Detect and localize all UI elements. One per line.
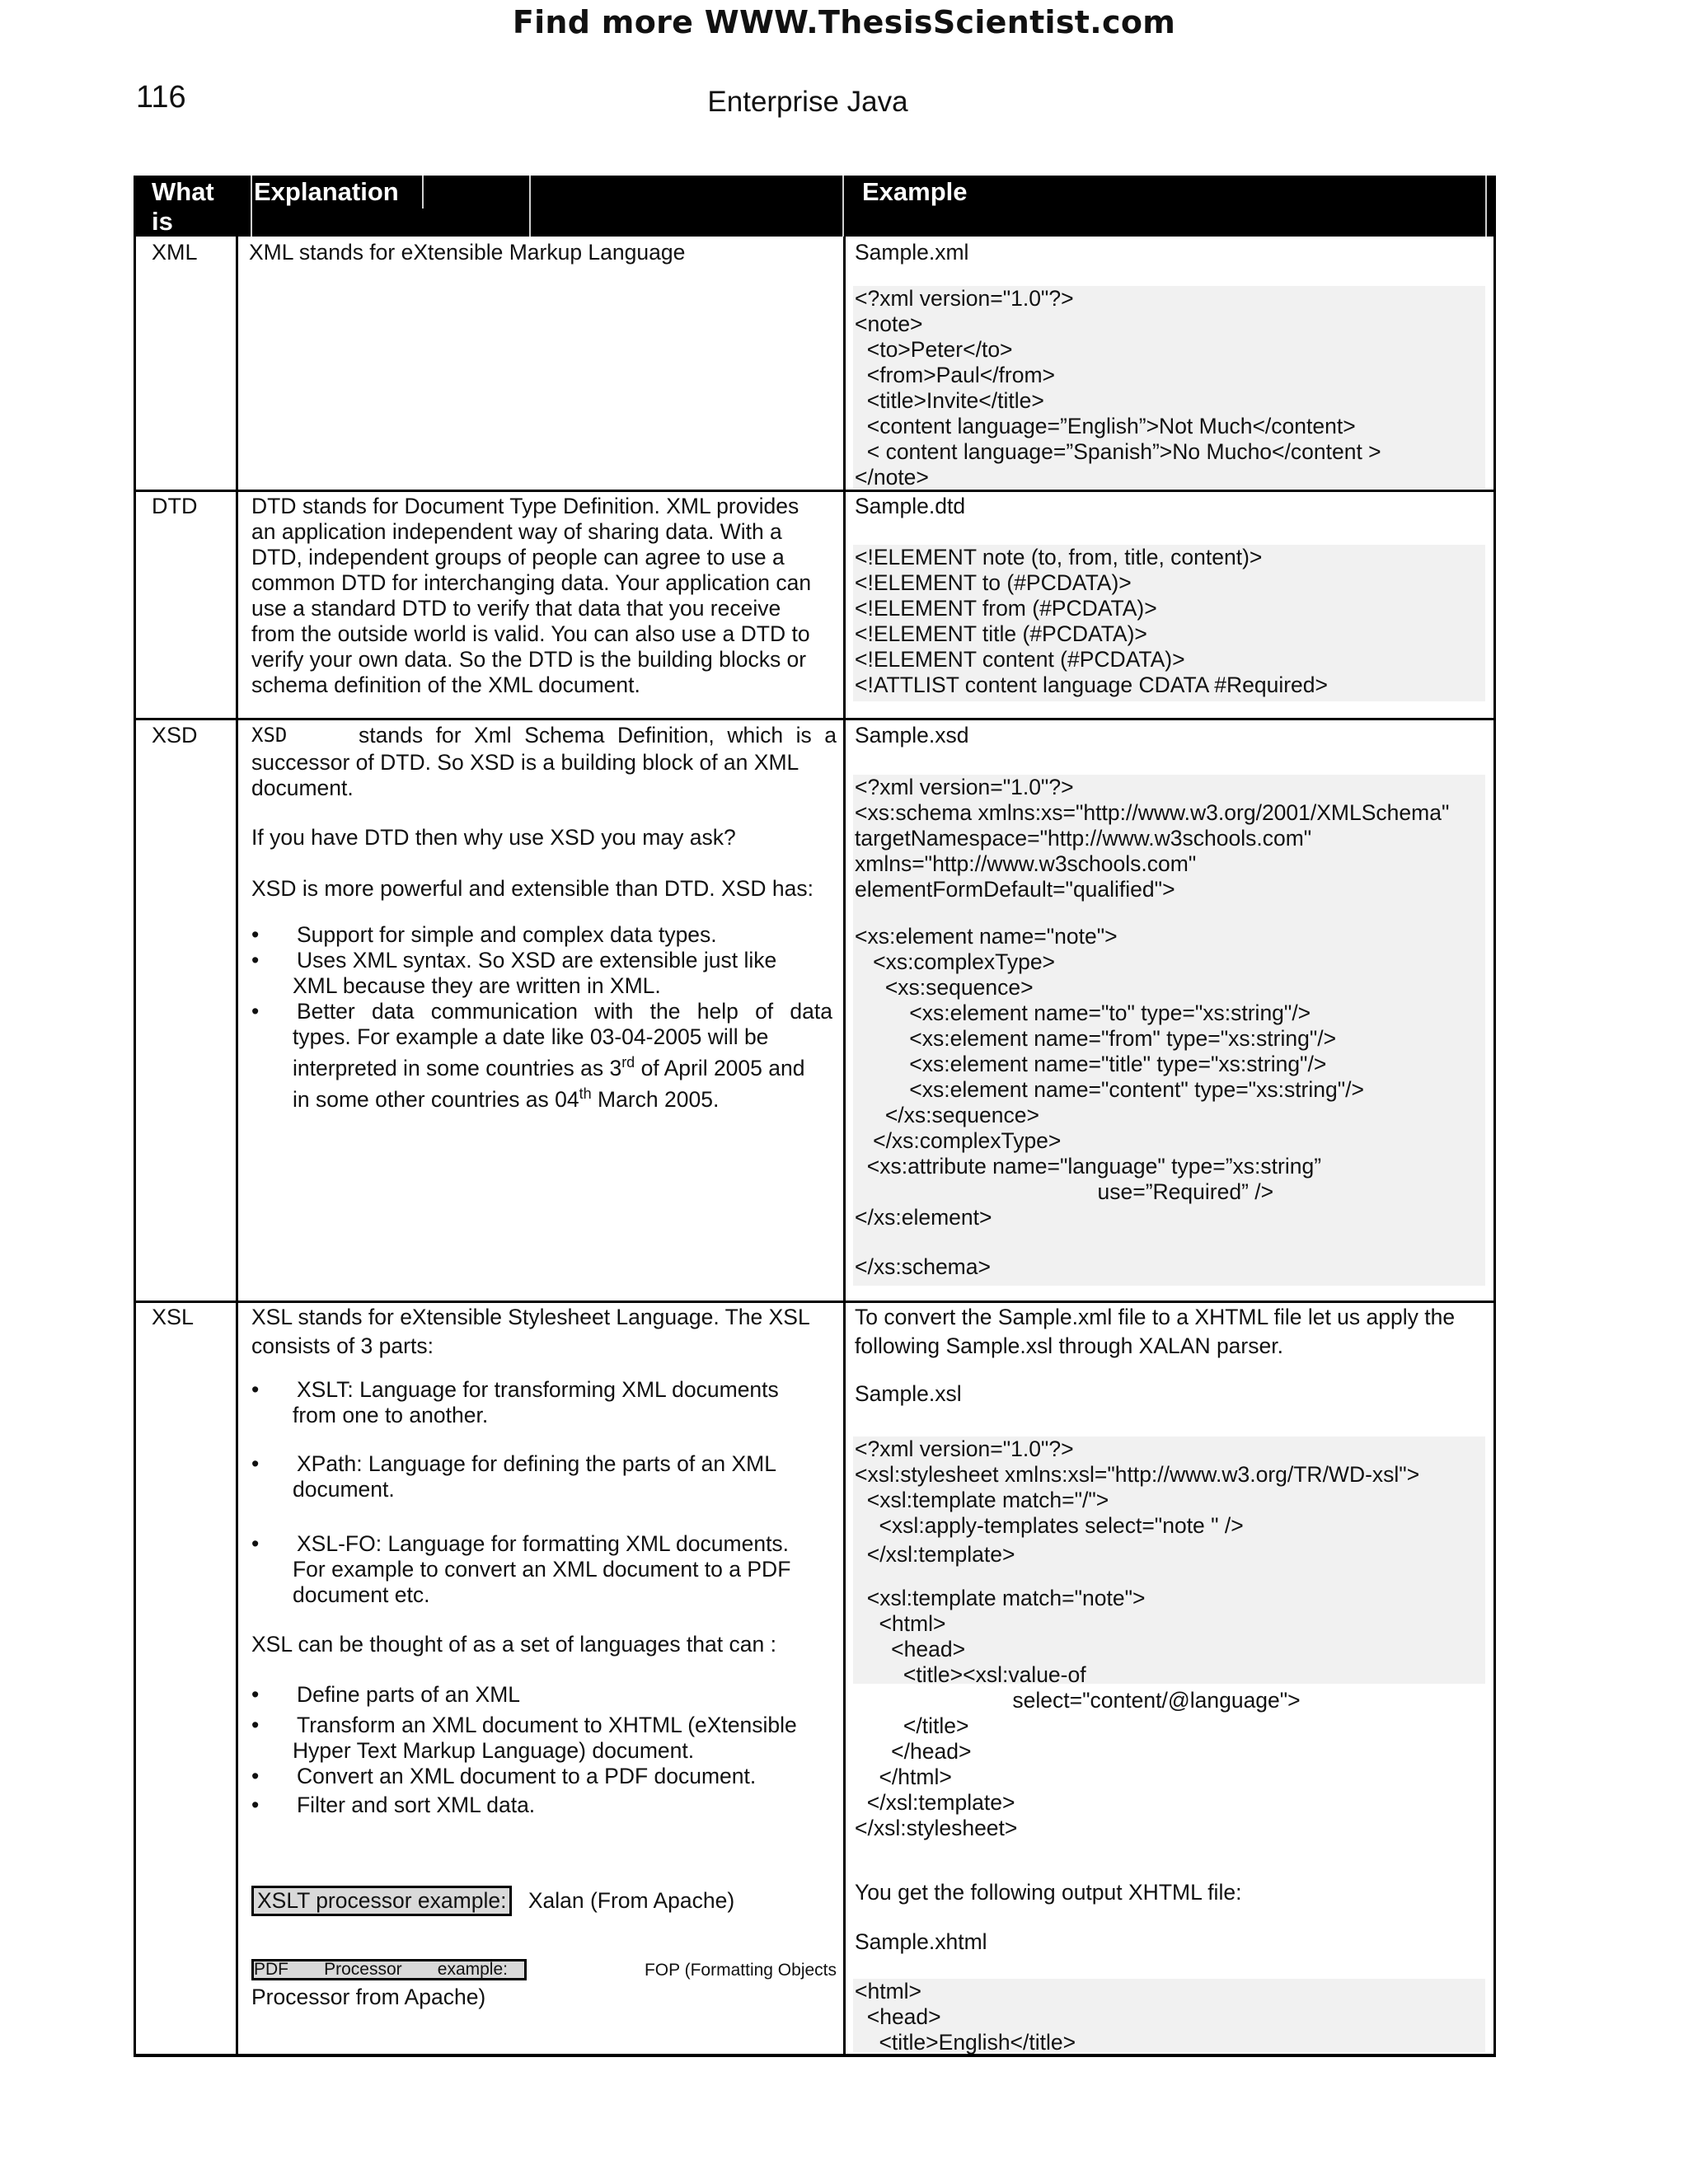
table-border-right [1493, 237, 1496, 2056]
text-line: verify your own data. So the DTD is the building blocks or [251, 647, 807, 672]
text-line: Convert an XML document to a PDF document. [297, 1764, 757, 1788]
output-intro: You get the following output XHTML file: [855, 1880, 1242, 1905]
bullet: • [251, 922, 260, 947]
text-line: XML because they are written in XML. [293, 973, 661, 998]
code-line: </xs:element> [855, 1205, 992, 1230]
code-block-xsl [853, 1436, 1485, 1840]
code-line: <xs:element name="content" type="xs:string"/> [855, 1077, 1364, 1102]
code-block-xml [853, 286, 1485, 489]
code-line: <xsl:apply-templates select="note " /> [855, 1513, 1244, 1538]
explanation-xsd [251, 723, 837, 1113]
code-line: <from>Paul</from> [855, 363, 1056, 387]
text-line: Better data communication with the help of data [297, 999, 832, 1024]
xslt-processor-label: XSLT processor example: [251, 1886, 512, 1916]
code-line: <xs:element name="title" type="xs:string"/> [855, 1052, 1327, 1076]
text-line: XSL stands for eXtensible Stylesheet Language. The XSL [251, 1305, 810, 1329]
list-item [251, 922, 837, 948]
xslt-processor-value: Xalan (From Apache) [528, 1888, 735, 1913]
text-line: XSL can be thought of as a set of languages that can : [251, 1632, 776, 1657]
code-line [855, 1568, 1485, 1586]
code-block-xhtml [853, 1979, 1485, 2053]
code-line: </xsl:template> [855, 1542, 1015, 1567]
pdf-processor-label [251, 1959, 527, 1980]
code-line: <?xml version="1.0"?> [855, 775, 1074, 799]
term-dtd: DTD [152, 494, 198, 518]
code-line: <!ELEMENT note (to, from, title, content)> [855, 545, 1263, 569]
list-item [251, 1377, 837, 1428]
code-line: <html> [855, 1979, 922, 2004]
text-line: XPath: Language for defining the parts of an XML [297, 1451, 776, 1476]
text-run: PDF [254, 1960, 288, 1979]
bullet: • [251, 1764, 260, 1788]
code-line: <xs:sequence> [855, 975, 1034, 1000]
example-title-xsd: Sample.xsd [855, 723, 969, 748]
text-run: March 2005. [591, 1086, 720, 1112]
code-line: <xsl:template match="note"> [855, 1586, 1146, 1610]
code-line: <?xml version="1.0"?> [855, 1436, 1074, 1461]
inline-code: XSD [251, 724, 288, 747]
bullet: • [251, 1682, 260, 1707]
bullet: • [251, 1451, 260, 1476]
code-line: </xsl:template> [855, 1790, 1015, 1815]
text-line: consists of 3 parts: [251, 1333, 434, 1358]
term-xml: XML [152, 240, 198, 265]
output-title: Sample.xhtml [855, 1929, 987, 1954]
text-line: following Sample.xsl through XALAN parser. [855, 1333, 1283, 1358]
code-line: <?xml version="1.0"?> [855, 286, 1074, 311]
list-item [251, 1713, 837, 1764]
text-line: from the outside world is valid. You can also use a DTD to [251, 621, 810, 646]
text-line: types. For example a date like 03-04-2005 will be [293, 1024, 769, 1049]
superscript: th [579, 1085, 592, 1102]
list-item [251, 1451, 837, 1502]
table-border-left [134, 237, 136, 2056]
header-divider [251, 176, 252, 237]
code-line: <title>Invite</title> [855, 388, 1044, 413]
row-divider [134, 1301, 1496, 1303]
text-line: successor of DTD. So XSD is a building block of an XML [251, 750, 799, 775]
watermark-banner: Find more WWW.ThesisScientist.com [512, 4, 1176, 40]
code-line: <head> [855, 2004, 941, 2029]
code-line: <xsl:template match="/"> [855, 1488, 1109, 1512]
header-example: Example [862, 177, 968, 206]
text-line: Transform an XML document to XHTML (eXtensible [297, 1713, 797, 1737]
column-divider [843, 237, 846, 2056]
text-line: For example to convert an XML document to a PDF [293, 1557, 791, 1582]
text-line [293, 1050, 832, 1081]
list-item [251, 999, 832, 1113]
term-xsl: XSL [152, 1305, 195, 1329]
explanation-dtd [251, 494, 837, 698]
text-line: XSL-FO: Language for formatting XML documents. [297, 1531, 790, 1556]
example-title-xsl: Sample.xsl [855, 1381, 962, 1406]
code-line: <title>English</title> [855, 2030, 1076, 2055]
text-run: example: [437, 1960, 508, 1979]
code-line: <xs:element name="from" type="xs:string"/> [855, 1026, 1337, 1051]
code-line: select="content/@language"> [855, 1688, 1301, 1713]
code-line: </xs:schema> [855, 1254, 991, 1279]
list-item [251, 1682, 837, 1708]
text-line: Processor from Apache) [251, 1985, 486, 2009]
text-line: common DTD for interchanging data. Your application can [251, 570, 812, 595]
superscript: rd [621, 1054, 635, 1071]
code-line: <!ELEMENT content (#PCDATA)> [855, 647, 1185, 672]
page-number: 116 [136, 80, 186, 115]
code-line: </title> [855, 1713, 969, 1738]
text-line: document. [251, 776, 354, 800]
example-title-dtd: Sample.dtd [855, 494, 966, 518]
column-divider [236, 237, 238, 2056]
xslt-processor-line [251, 1886, 837, 1916]
code-line: <title><xsl:value-of [855, 1662, 1086, 1687]
code-line: </xs:sequence> [855, 1103, 1039, 1127]
code-line: </html> [855, 1765, 952, 1789]
code-line: <xs:complexType> [855, 949, 1056, 974]
code-line: </xsl:stylesheet> [855, 1816, 1018, 1840]
text-line: Define parts of an XML [297, 1682, 521, 1707]
code-line: </note> [855, 465, 929, 490]
code-line: <head> [855, 1637, 966, 1661]
header-explanation: Explanation [254, 177, 399, 206]
pdf-processor-line [251, 1956, 837, 1981]
bullet: • [251, 1713, 260, 1737]
definitions-table [134, 176, 1496, 2056]
text-line: To convert the Sample.xml file to a XHTML file let us apply the [855, 1305, 1456, 1329]
text-run: of April 2005 and [635, 1055, 805, 1080]
example-xsl [855, 1305, 1489, 1407]
pdf-processor-value: FOP (Formatting Objects [644, 1961, 837, 1980]
row-divider [134, 718, 1496, 720]
text-line: document. [293, 1477, 395, 1502]
code-line: < content language=”Spanish”>No Mucho</content > [855, 439, 1381, 464]
header-divider [842, 176, 844, 237]
code-line: <xs:attribute name="language" type=”xs:string” [855, 1154, 1322, 1179]
code-line: <!ELEMENT to (#PCDATA)> [855, 570, 1132, 595]
text-line: an application independent way of sharing data. With a [251, 519, 782, 544]
text-line: If you have DTD then why use XSD you may ask? [251, 825, 736, 850]
bullet: • [251, 948, 260, 972]
code-line: <xs:schema xmlns:xs="http://www.w3.org/2001/XMLSchema" [855, 800, 1450, 825]
text-line: Hyper Text Markup Language) document. [293, 1738, 695, 1763]
bullet: • [251, 1377, 260, 1402]
code-line: <note> [855, 312, 923, 336]
code-line: <content language=”English”>Not Much</content> [855, 414, 1356, 438]
code-block-xsd [853, 775, 1485, 1286]
code-line: xmlns="http://www.w3schools.com" [855, 851, 1197, 876]
text-line [293, 1081, 832, 1113]
bullet: • [251, 1531, 260, 1556]
code-line: elementFormDefault="qualified"> [855, 877, 1175, 902]
bullet: • [251, 1793, 260, 1817]
text-line: DTD, independent groups of people can agree to use a [251, 545, 785, 569]
text-run: stands for Xml Schema Definition, which is a [359, 723, 837, 748]
code-line: <!ATTLIST content language CDATA #Required> [855, 673, 1329, 697]
code-line: <xs:element name="to" type="xs:string"/> [855, 1001, 1311, 1025]
explanation-xml: XML stands for eXtensible Markup Language [249, 240, 686, 265]
bullet: • [251, 999, 260, 1024]
running-title: Enterprise Java [707, 86, 908, 118]
code-line: <html> [855, 1611, 946, 1636]
text-line: Support for simple and complex data types. [297, 922, 717, 947]
header-divider [422, 176, 424, 209]
term-xsd: XSD [152, 723, 198, 748]
text-line: use a standard DTD to verify that data that you receive [251, 596, 781, 621]
text-line: XSD is more powerful and extensible than DTD. XSD has: [251, 876, 814, 901]
text-run: interpreted in some countries as 3 [293, 1055, 622, 1080]
text-line: DTD stands for Document Type Definition. XML provides [251, 494, 799, 518]
code-line: <xs:element name="note"> [855, 924, 1118, 949]
text-line: Filter and sort XML data. [297, 1793, 536, 1817]
code-line: <!ELEMENT from (#PCDATA)> [855, 596, 1157, 621]
code-line: </head> [855, 1739, 972, 1764]
code-block-dtd [853, 545, 1485, 701]
text-line: schema definition of the XML document. [251, 673, 640, 697]
code-line: use=”Required” /> [855, 1179, 1274, 1204]
text-line [251, 723, 837, 748]
code-line: <to>Peter</to> [855, 337, 1013, 362]
header-what-is: What is [152, 177, 214, 236]
text-run: in some other countries as 04 [293, 1086, 579, 1112]
table-header [134, 176, 1496, 237]
explanation-xsl [251, 1305, 837, 2010]
text-line: Uses XML syntax. So XSD are extensible just like [297, 948, 777, 972]
code-line: targetNamespace="http://www.w3schools.com" [855, 826, 1312, 851]
example-title-xml: Sample.xml [855, 240, 969, 265]
code-line: <!ELEMENT title (#PCDATA)> [855, 621, 1147, 646]
code-line: <xsl:stylesheet xmlns:xsl="http://www.w3.org/TR/WD-xsl"> [855, 1462, 1420, 1487]
header-divider [529, 176, 531, 237]
text-line: XSLT: Language for transforming XML documents [297, 1377, 779, 1402]
code-line: </xs:complexType> [855, 1128, 1062, 1153]
list-item [251, 948, 837, 999]
text-line: from one to another. [293, 1403, 489, 1427]
list-item [251, 1764, 837, 1789]
text-run: Processor [324, 1960, 402, 1979]
list-item [251, 1531, 837, 1608]
text-line: document etc. [293, 1582, 430, 1607]
header-divider [1485, 176, 1487, 237]
list-item [251, 1793, 837, 1818]
